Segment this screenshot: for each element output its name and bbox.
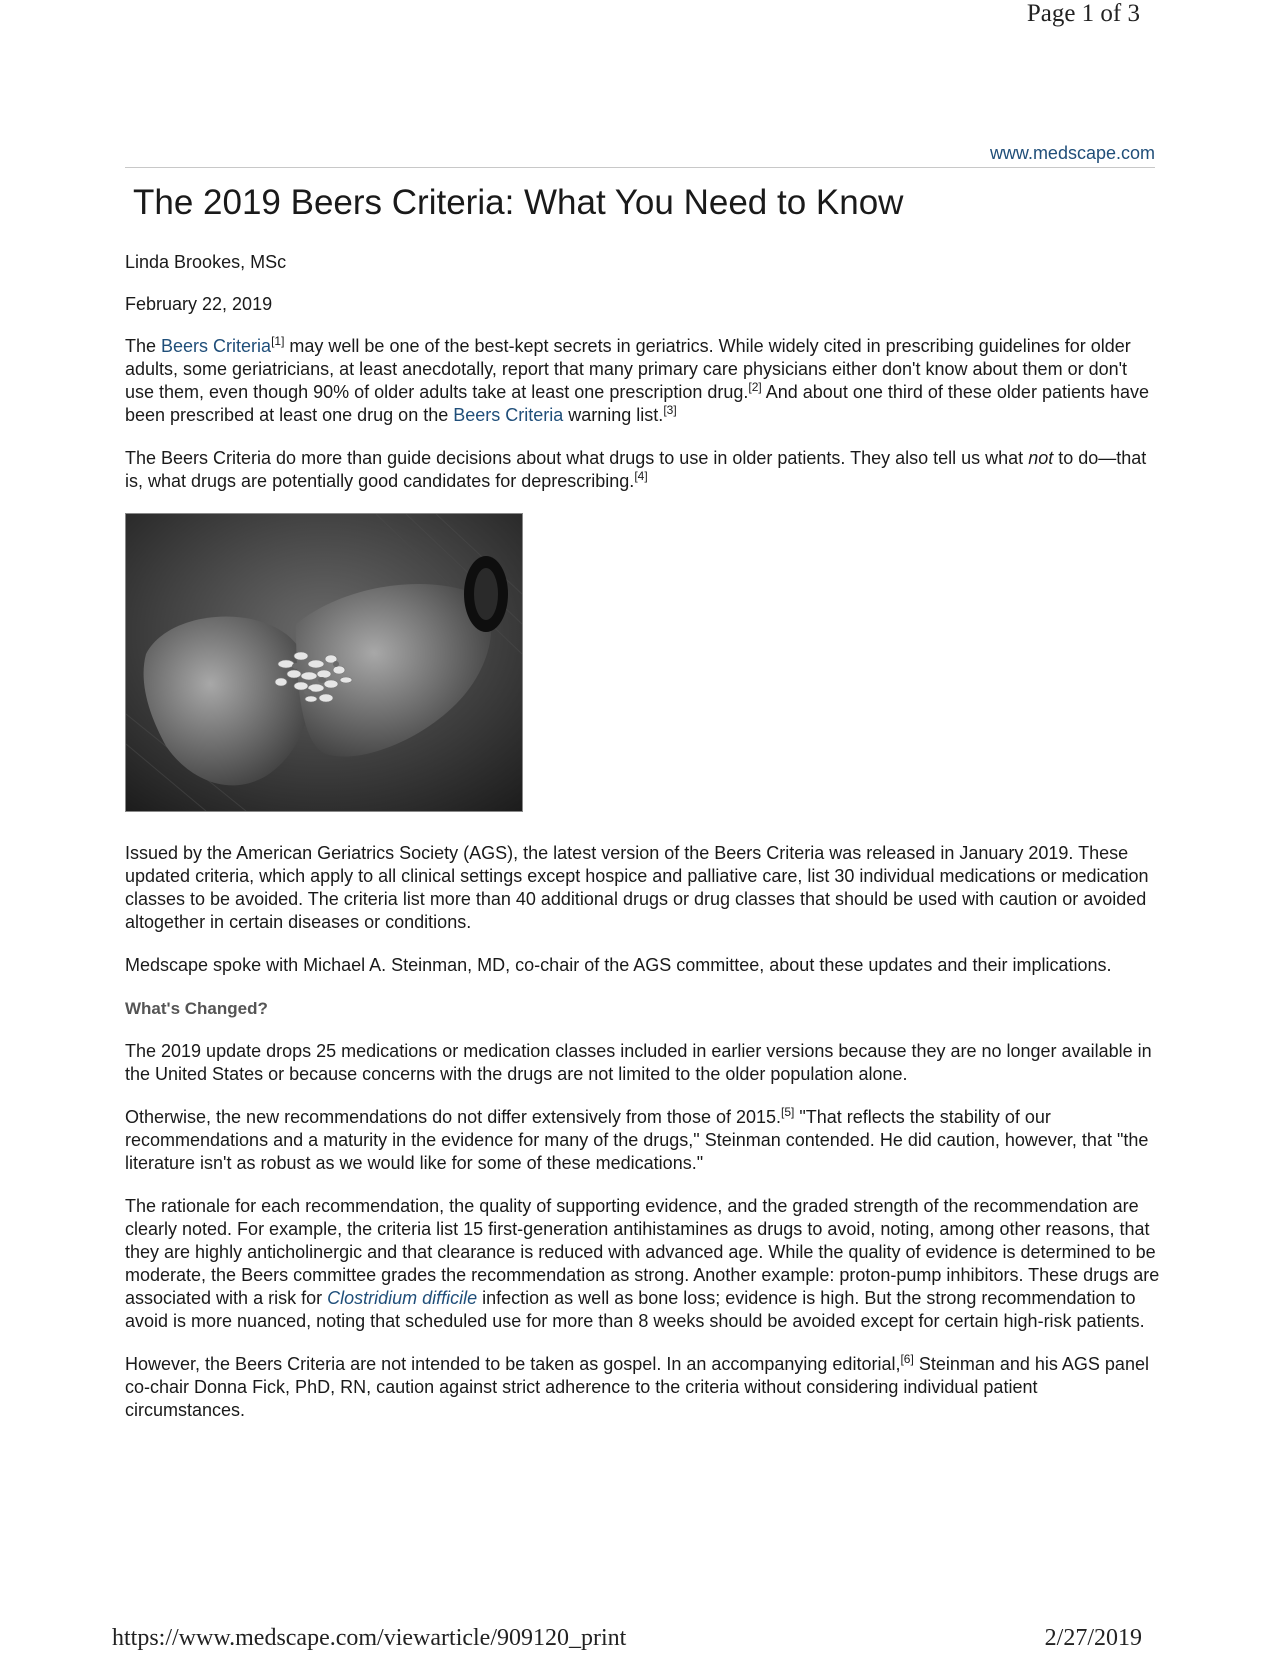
text: The rationale for each recommendation, the quality of supporting evidence, and the graded strength of the recommendation are clearly noted. For example, the criteria list 15 first-generation antihistamines as drugs to avoid, noting, among other reasons, that they are highly anticholinergic and that clearance is reduced with advanced age. While the quality of evidence is determined to be moderate, the Beers committee grades the recommendation as strong. Another example: proton-pump inhibitors. These drugs are associated with a risk for: [125, 1196, 1160, 1308]
text: Steinman and his AGS panel co-chair Donna Fick, PhD, RN, caution against strict adherence to the criteria without considering individual patient circumstances.: [125, 1354, 1149, 1420]
paragraph-issued: Issued by the American Geriatrics Society (AGS), the latest version of the Beers Criteria was released in January 2019. These updated criteria, which apply to all clinical settings except hospice and palliative care, list 30 individual medications or medication classes to be avoided. The criteria list more than 40 additional drugs or drug classes that should be used with caution or avoided altogether in certain diseases or conditions.: [125, 843, 1149, 932]
paragraph-update: The 2019 update drops 25 medications or medication classes included in earlier versions because they are no longer available in the United States or because concerns with the drugs are not limited to the older population alone.: [125, 1041, 1152, 1084]
text: may well be one of the best-kept secrets in geriatrics. While widely cited in prescribing guidelines for older adults, some geriatricians, at least anecdotally, report that many primary care physicians either don't know about them or don't use them, even though 90% of older adults take at least one prescription drug.: [125, 336, 1131, 402]
header-divider: [125, 167, 1155, 168]
beers-criteria-link[interactable]: Beers Criteria: [161, 336, 272, 356]
text: And about one third of these older patients have been prescribed at least one drug on the: [125, 382, 1150, 425]
text: warning list.: [563, 405, 664, 425]
link-text: Clostridium difficile: [327, 1288, 478, 1308]
text: Otherwise, the new recommendations do not differ extensively from those of 2015.: [125, 1107, 782, 1127]
article-body: [125, 335, 1160, 1442]
ref-4[interactable]: [4]: [634, 468, 648, 483]
paragraph-interview: Medscape spoke with Michael A. Steinman, MD, co-chair of the AGS committee, about these updates and their implications.: [125, 955, 1112, 975]
text: infection as well as bone loss; evidence is high. But the strong recommendation to avoid is more nuanced, noting that scheduled use for more than 8 weeks should be avoided except for certain high-risk patients.: [125, 1288, 1145, 1331]
paragraph-deprescribing: [125, 447, 1160, 493]
pills-in-hands-photo: [125, 513, 523, 812]
text: The: [125, 336, 162, 356]
ref-1[interactable]: [1]: [271, 333, 285, 348]
text: "That reflects the stability of our recommendations and a maturity in the evidence for many of the drugs," Steinman contended. He did caution, however, that "the literature isn't as robust as we would like for some of these medications.": [125, 1107, 1149, 1173]
footer-url: https://www.medscape.com/viewarticle/909120_print: [112, 1625, 627, 1651]
paragraph-rationale: [125, 1195, 1160, 1333]
beers-criteria-link-2[interactable]: Beers Criteria: [453, 405, 564, 425]
paragraph-gospel: [125, 1353, 1160, 1422]
author: Linda Brookes, MSc: [125, 252, 287, 272]
ref-3[interactable]: [3]: [663, 402, 677, 417]
paragraph-intro: [125, 335, 1160, 427]
emphasis: not: [1028, 448, 1054, 468]
article-title: The 2019 Beers Criteria: What You Need to Know: [133, 183, 904, 222]
paragraph-otherwise: [125, 1106, 1160, 1175]
ref-6[interactable]: [6]: [900, 1351, 914, 1366]
text: The Beers Criteria do more than guide decisions about what drugs to use in older patients. They also tell us what: [125, 448, 1029, 468]
section-heading: What's Changed?: [125, 999, 268, 1018]
publish-date: February 22, 2019: [125, 294, 273, 314]
page-number: Page 1 of 3: [1026, 0, 1140, 27]
text: However, the Beers Criteria are not intended to be taken as gospel. In an accompanying editorial,: [125, 1354, 901, 1374]
text: to do—that is, what drugs are potentially good candidates for deprescribing.: [125, 448, 1147, 491]
ref-5[interactable]: [5]: [781, 1104, 795, 1119]
clostridium-link[interactable]: [327, 1288, 477, 1308]
ref-2[interactable]: [2]: [748, 379, 762, 394]
footer-date: 2/27/2019: [1044, 1625, 1142, 1651]
photo-illustration: [126, 514, 522, 811]
site-link[interactable]: www.medscape.com: [989, 143, 1155, 163]
